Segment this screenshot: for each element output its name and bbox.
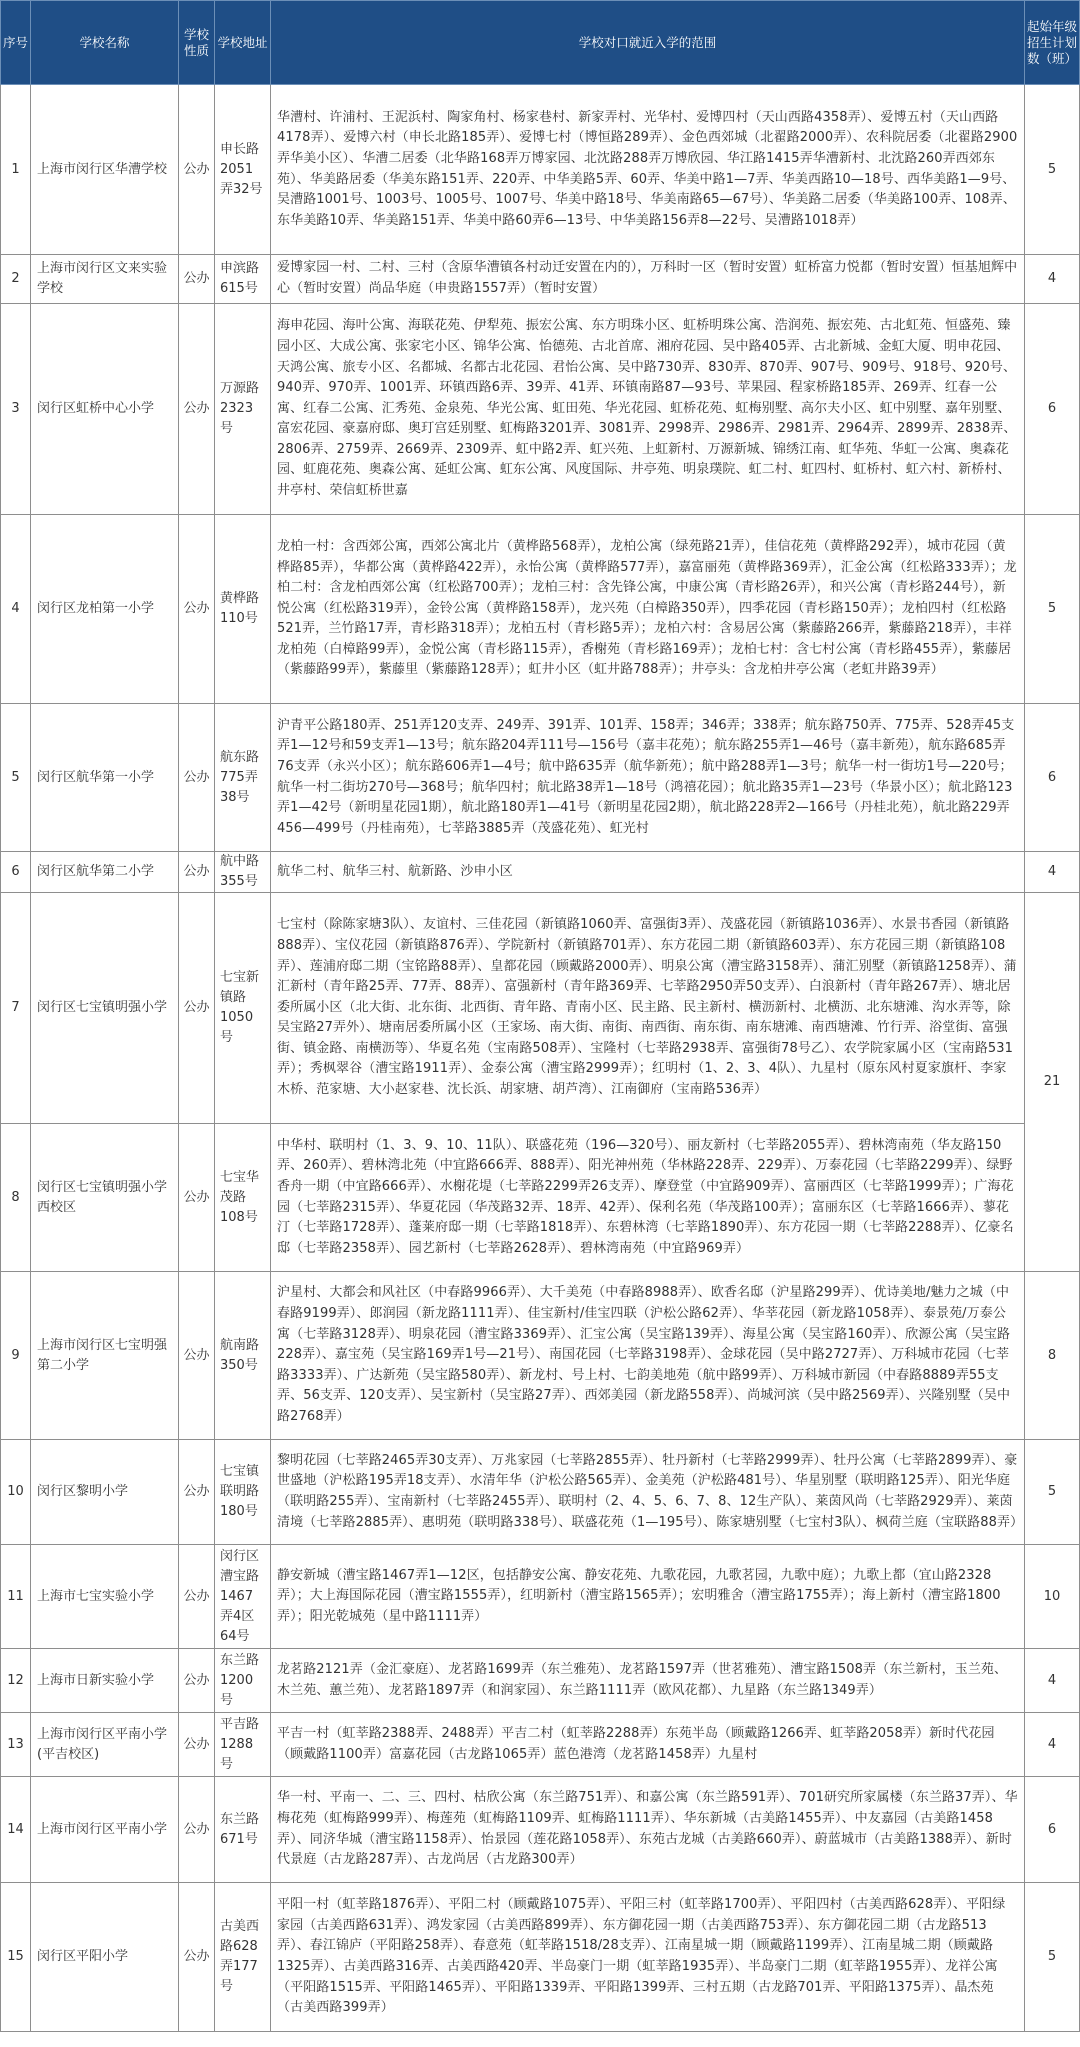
school-type: 公办 xyxy=(179,255,215,304)
row-num: 3 xyxy=(1,304,31,515)
enrollment-range: 平阳一村（虹莘路1876弄）、平阳二村（顾戴路1075弄）、平阳三村（虹莘路1700弄）、平阳四村（古美西路628弄）、平阳绿家园（古美西路631弄）、鸿发家园（古美西路899弄）、东方御花园一期（古美西路753弄）、东方御花园二期（古龙路513弄）、春江锦庐（平阳路258弄）、春意苑（虹莘路1518/28支弄）、江南星城一期（顾戴路1199弄）、江南星城二期（顾戴路1325弄）、古美西路316弄、古美西路420弄、半岛豪门一期（虹莘路1935弄）、半岛豪门二期（虹莘路1955弄）、龙祥公寓（平阳路1515弄、平阳路1465弄）、平阳路1339弄、平阳路1399弄、三村五期（古龙路701弄、平阳路1375弄）、晶杰苑（古美西路399弄） xyxy=(271,1883,1025,2032)
school-type: 公办 xyxy=(179,1272,215,1440)
enrollment-range: 航华二村、航华三村、航新路、沙申小区 xyxy=(271,852,1025,893)
enrollment-range: 黎明花园（七莘路2465弄30支弄）、万兆家园（七莘路2855弄）、牡丹新村（七莘路2999弄）、牡丹公寓（七莘路2899弄）、豪世盛地（沪松路195弄18支弄）、水清年华（沪松公路565弄）、金美苑（沪松路481号）、华星别墅（联明路125弄）、阳光华庭（联明路255弄）、宝南新村（七莘路2455弄）、联明村（2、4、5、6、7、8、12生产队）、莱茵风尚（七莘路2929弄）、莱茵清境（七莘路2885弄）、惠明苑（联明路338号）、联盛花苑（1—195号）、陈家塘别墅（七宝村3队）、枫荷兰庭（宝联路88弄） xyxy=(271,1440,1025,1545)
header-school-type: 学校性质 xyxy=(179,1,215,85)
school-address: 申长路2051弄32号 xyxy=(215,85,271,255)
school-type: 公办 xyxy=(179,1440,215,1545)
table-row xyxy=(1,1124,1080,1272)
school-name: 上海市闵行区平南小学(平吉校区) xyxy=(31,1713,179,1777)
school-address: 七宝新镇路1050号 xyxy=(215,893,271,1124)
class-count: 5 xyxy=(1025,1440,1080,1545)
enrollment-range: 中华村、联明村（1、3、9、10、11队）、联盛花苑（196—320号）、丽友新村（七莘路2055弄）、碧林湾南苑（华友路150弄、260弄）、碧林湾北苑（中宜路666弄、888弄）、阳光神州苑（华林路228弄、229弄）、万泰花园（七莘路2299弄）、绿野香舟一期（中宜路666弄）、水榭花堤（七莘路2299弄26支弄）、摩登堂（中宜路909弄）、富丽西区（七莘路1999弄）；广海花园（七莘路2315弄）、华夏花园（华茂路32弄、18弄、42弄）、保利名苑（华茂路100弄）；富丽东区（七莘路1666弄）、蓼花汀（七莘路1728弄）、蓬莱府邸一期（七莘路1818弄）、东碧林湾（七莘路1890弄）、东方花园一期（七莘路2288弄）、亿豪名邸（七莘路2358弄）、园艺新村（七莘路2628弄）、碧林湾南苑（中宜路969弄） xyxy=(271,1124,1025,1272)
school-address: 航南路350号 xyxy=(215,1272,271,1440)
table-row xyxy=(1,255,1080,304)
enrollment-range: 龙柏一村：含西郊公寓，西郊公寓北片（黄桦路568弄），龙柏公寓（绿苑路21弄），佳信花苑（黄桦路292弄），城市花园（黄桦路85弄），华都公寓（黄桦路422弄），永怡公寓（黄桦路577弄），嘉富丽苑（黄桦路369弄），汇金公寓（红松路333弄）；龙柏二村：含龙柏西郊公寓（红松路700弄）；龙柏三村：含先锋公寓，中康公寓（青杉路26弄），和兴公寓（青杉路244号），新悦公寓（红松路319弄），金铃公寓（黄桦路158弄），龙兴苑（白樟路350弄），四季花园（青杉路150弄）；龙柏四村（红松路521弄，兰竹路17弄，青杉路318弄）；龙柏五村（青杉路5弄）；龙柏六村：含易居公寓（紫藤路266弄，紫藤路218弄），丰祥龙柏苑（白樟路99弄），金悦公寓（青杉路115弄），香榭苑（青杉路169弄）；龙柏七村：含七村公寓（青杉路455弄），紫藤居（紫藤路99弄），紫藤里（紫藤路128弄）；虹井小区（虹井路788弄）；井亭头：含龙柏井亭公寓（老虹井路39弄） xyxy=(271,515,1025,704)
row-num: 4 xyxy=(1,515,31,704)
school-name: 闵行区航华第二小学 xyxy=(31,852,179,893)
class-count: 4 xyxy=(1025,852,1080,893)
school-address: 黄桦路110号 xyxy=(215,515,271,704)
enrollment-range: 静安新城（漕宝路1467弄1—12区，包括静安公寓、静安花苑、九歌花园，九歌茗园，九歌中庭）；九歌上都（宜山路2328弄）；大上海国际花园（漕宝路1555弄），红明新村（漕宝路1565弄）；宏明雅舍（漕宝路1755弄）；海上新村（漕宝路1800弄）；阳光乾城苑（星中路1111弄） xyxy=(271,1545,1025,1649)
table-row xyxy=(1,1713,1080,1777)
table-row xyxy=(1,304,1080,515)
table-row xyxy=(1,1883,1080,2032)
school-type: 公办 xyxy=(179,1649,215,1713)
school-name: 上海市七宝实验小学 xyxy=(31,1545,179,1649)
class-count: 6 xyxy=(1025,304,1080,515)
school-type: 公办 xyxy=(179,704,215,852)
school-type: 公办 xyxy=(179,852,215,893)
school-name: 闵行区虹桥中心小学 xyxy=(31,304,179,515)
school-name: 上海市闵行区平南小学 xyxy=(31,1777,179,1883)
enrollment-range: 平吉一村（虹莘路2388弄、2488弄）平吉二村（虹莘路2288弄）东苑半岛（顾戴路1266弄、虹莘路2058弄）新时代花园（顾戴路1100弄）富嘉花园（古龙路1065弄）蓝色港湾（龙茗路1458弄）九星村 xyxy=(271,1713,1025,1777)
row-num: 6 xyxy=(1,852,31,893)
table-row xyxy=(1,1545,1080,1649)
header-enrollment-range: 学校对口就近入学的范围 xyxy=(271,1,1025,85)
school-address: 东兰路671号 xyxy=(215,1777,271,1883)
class-count: 4 xyxy=(1025,255,1080,304)
school-address: 万源路2323号 xyxy=(215,304,271,515)
row-num: 8 xyxy=(1,1124,31,1272)
enrollment-range: 华漕村、许浦村、王泥浜村、陶家角村、杨家巷村、新家弄村、光华村、爱博四村（天山西路4358弄）、爱博五村（天山西路4178弄）、爱博六村（申长北路185弄）、爱博七村（博恒路289弄）、金色西郊城（北翟路2000弄）、农科院居委（北翟路2900弄华美小区）、华漕二居委（北华路168弄万博家园、北沈路288弄万博欣园、华江路1415弄华漕新村、北沈路260弄西郊东苑）、华美路居委（华美东路151弄、220弄、中华美路5弄、60弄、华美中路1—7弄、华美西路10—18号、西华美路1—9号、吴漕路1001号、1003号、1005号、1007号、华美中路18号、华美南路65—67号）、华美路二居委（华美路100弄、108弄、东华美路10弄、华美路151弄、华美中路60弄6—13号、中华美路156弄8—22号、吴漕路1018弄） xyxy=(271,85,1025,255)
enrollment-range: 海申花园、海叶公寓、海联花苑、伊犁苑、振宏公寓、东方明珠小区、虹桥明珠公寓、浩润苑、振宏苑、古北虹苑、恒盛苑、臻园小区、大成公寓、张家宅小区、锦华公寓、怡德苑、古北首席、湘府花园、吴中路405弄、古北新城、金虹大厦、明申花园、天鸿公寓、旅专小区、名都城、名都古北花园、君怡公寓、吴中路730弄、830弄、870弄、907号、909号、918号、920号、940弄、970弄、1001弄、环镇西路6弄、39弄、41弄、环镇南路87—93号、苹果园、程家桥路185弄、269弄、红春一公寓、红春二公寓、汇秀苑、金泉苑、华光公寓、虹田苑、华光花园、虹桥花苑、虹梅别墅、高尔夫小区、虹中别墅、嘉年别墅、富宏花园、豪嘉府邸、奥玎宫廷别墅、虹梅路3201弄、3081弄、2998弄、2986弄、2981弄、2964弄、2899弄、2838弄、2806弄、2759弄、2669弄、2309弄、虹中路2弄、虹兴苑、上虹新村、万源新城、锦绣江南、虹华苑、华虹一公寓、奥森花园、虹鹿花苑、奥森公寓、延虹公寓、虹东公寓、风度国际、井亭苑、明泉璞院、虹二村、虹四村、虹桥村、虹六村、新桥村、井亭村、荣信虹桥世嘉 xyxy=(271,304,1025,515)
table-row xyxy=(1,85,1080,255)
header-school-name: 学校名称 xyxy=(31,1,179,85)
school-type: 公办 xyxy=(179,304,215,515)
class-count: 5 xyxy=(1025,85,1080,255)
school-name: 闵行区平阳小学 xyxy=(31,1883,179,2032)
school-name: 闵行区七宝镇明强小学西校区 xyxy=(31,1124,179,1272)
header-school-address: 学校地址 xyxy=(215,1,271,85)
school-type: 公办 xyxy=(179,515,215,704)
school-address: 七宝华茂路108号 xyxy=(215,1124,271,1272)
enrollment-range: 爱博家园一村、二村、三村（含原华漕镇各村动迁安置在内的），万科时一区（暂时安置）虹桥富力悦都（暂时安置）恒基旭辉中心（暂时安置）尚品华庭（申贵路1557弄）（暂时安置） xyxy=(271,255,1025,304)
school-address: 七宝镇联明路180号 xyxy=(215,1440,271,1545)
school-type: 公办 xyxy=(179,1713,215,1777)
row-num: 11 xyxy=(1,1545,31,1649)
row-num: 1 xyxy=(1,85,31,255)
table-row xyxy=(1,1272,1080,1440)
school-type: 公办 xyxy=(179,893,215,1124)
table-row xyxy=(1,1777,1080,1883)
table-row xyxy=(1,1649,1080,1713)
school-address: 闵行区漕宝路1467弄4区64号 xyxy=(215,1545,271,1649)
school-name: 上海市闵行区文来实验学校 xyxy=(31,255,179,304)
row-num: 14 xyxy=(1,1777,31,1883)
school-name: 上海市闵行区七宝明强第二小学 xyxy=(31,1272,179,1440)
table-row xyxy=(1,704,1080,852)
enrollment-range: 龙茗路2121弄（金汇豪庭）、龙茗路1699弄（东兰雅苑）、龙茗路1597弄（世茗雅苑）、漕宝路1508弄（东兰新村，玉兰苑、木兰苑、蕙兰苑）、龙茗路1897弄（和润家园）、东兰路1111弄（欧风花都）、九星路（东兰路1349弄） xyxy=(271,1649,1025,1713)
school-name: 闵行区七宝镇明强小学 xyxy=(31,893,179,1124)
school-type: 公办 xyxy=(179,1124,215,1272)
school-name: 闵行区黎明小学 xyxy=(31,1440,179,1545)
school-address: 航中路355号 xyxy=(215,852,271,893)
row-num: 13 xyxy=(1,1713,31,1777)
school-name: 上海市日新实验小学 xyxy=(31,1649,179,1713)
table-row xyxy=(1,852,1080,893)
class-count: 10 xyxy=(1025,1545,1080,1649)
row-num: 9 xyxy=(1,1272,31,1440)
enrollment-range: 七宝村（除陈家塘3队）、友谊村、三佳花园（新镇路1060弄、富强街3弄）、茂盛花园（新镇路1036弄）、水景书香园（新镇路888弄）、宝仪花园（新镇路876弄）、学院新村（新镇路701弄）、东方花园二期（新镇路603弄）、东方花园三期（新镇路108弄）、莲浦府邸二期（宝铭路88弄）、皇都花园（顾戴路2000弄）、明泉公寓（漕宝路3158弄）、蒲汇别墅（新镇路1258弄）、蒲汇新村（青年路25弄、77弄、88弄）、富强新村（青年路369弄、七莘路2950弄50支弄）、白浪新村（青年路267弄）、塘北居委所属小区（北大街、北东街、北西街、青年路、青南小区、民主路、民主新村、横沥新村、北横沥、北东塘滩、沟水弄等，除吴宝路27弄外）、塘南居委所属小区（王家场、南大街、南街、南西街、南东街、南东塘滩、南西塘滩、竹行弄、浴堂街、富强街、镇金路、南横沥等）、华夏名苑（宝南路508弄）、宝隆村（七莘路2938弄、富强街78号乙）、农学院家属小区（宝南路531弄）；秀枫翠谷（漕宝路1911弄）、金泰公寓（漕宝路2999弄）；红明村（1、2、3、4队）、九星村（原东风村夏家旗杆、李家木桥、范家塘、大小赵家巷、沈长浜、胡家塘、胡芦湾）、江南御府（宝南路536弄） xyxy=(271,893,1025,1124)
class-count: 4 xyxy=(1025,1649,1080,1713)
school-address: 航东路775弄38号 xyxy=(215,704,271,852)
table-row xyxy=(1,893,1080,1124)
row-num: 7 xyxy=(1,893,31,1124)
header-class-count: 起始年级招生计划数（班） xyxy=(1025,1,1080,85)
school-address: 东兰路1200号 xyxy=(215,1649,271,1713)
row-num: 10 xyxy=(1,1440,31,1545)
class-count: 8 xyxy=(1025,1272,1080,1440)
school-name: 闵行区航华第一小学 xyxy=(31,704,179,852)
school-type: 公办 xyxy=(179,1545,215,1649)
school-name: 上海市闵行区华漕学校 xyxy=(31,85,179,255)
class-count: 5 xyxy=(1025,515,1080,704)
school-address: 古美西路628弄177号 xyxy=(215,1883,271,2032)
row-num: 2 xyxy=(1,255,31,304)
table-header-row xyxy=(1,1,1080,85)
enrollment-range: 沪星村、大都会和风社区（中春路9966弄）、大千美苑（中春路8988弄）、欧香名邸（沪星路299弄）、优诗美地/魅力之城（中春路9199弄）、郎润园（新龙路1111弄）、佳宝新村/佳宝四联（沪松公路62弄）、华莘花园（新龙路1058弄）、泰景苑/万泰公寓（七莘路3128弄）、明泉花园（漕宝路3369弄）、汇宝公寓（吴宝路139弄）、海星公寓（吴宝路160弄）、欣源公寓（吴宝路228弄）、嘉宝苑（吴宝路169弄1号—21号）、南国花园（七莘路3198弄）、金球花园（吴中路2727弄）、万科城市花园（七莘路3333弄）、广达新苑（吴宝路580弄）、新龙村、号上村、七韵美地苑（航中路99弄）、万科城市新园（中春路8889弄55支弄、56支弄、120支弄）、吴宝新村（吴宝路27弄）、西郊美园（新龙路558弄）、尚城河滨（吴中路2569弄）、兴隆别墅（吴中路2768弄） xyxy=(271,1272,1025,1440)
enrollment-range: 华一村、平南一、二、三、四村、枯欣公寓（东兰路751弄）、和嘉公寓（东兰路591弄）、701研究所家属楼（东兰路37弄）、华梅花苑（虹梅路999弄）、梅莲苑（虹梅路1109弄、虹梅路1111弄）、华东新城（古美路1455弄）、中友嘉园（古美路1458弄）、同济华城（漕宝路1158弄）、怡景园（莲花路1058弄）、东苑古龙城（古美路660弄）、蔚蓝城市（古美路1388弄）、新时代景庭（古龙路287弄）、古龙尚居（古龙路300弄） xyxy=(271,1777,1025,1883)
table-row xyxy=(1,1440,1080,1545)
school-type: 公办 xyxy=(179,85,215,255)
row-num: 12 xyxy=(1,1649,31,1713)
school-type: 公办 xyxy=(179,1777,215,1883)
class-count: 6 xyxy=(1025,1777,1080,1883)
header-num: 序号 xyxy=(1,1,31,85)
class-count: 5 xyxy=(1025,1883,1080,2032)
class-count: 6 xyxy=(1025,704,1080,852)
row-num: 15 xyxy=(1,1883,31,2032)
school-address: 申滨路615号 xyxy=(215,255,271,304)
school-address: 平吉路1288号 xyxy=(215,1713,271,1777)
row-num: 5 xyxy=(1,704,31,852)
table-row xyxy=(1,515,1080,704)
class-count: 21 xyxy=(1025,893,1080,1272)
class-count: 4 xyxy=(1025,1713,1080,1777)
enrollment-range: 沪青平公路180弄、251弄120支弄、249弄、391弄、101弄、158弄；346弄；338弄；航东路750弄、775弄、528弄45支弄1—12号和59支弄1—13号；航东路204弄111号—156号（嘉丰花苑）；航东路255弄1—46号（嘉丰新苑），航东路685弄76支弄（永兴小区）；航东路606弄1—4号；航中路635弄（航华新苑）；航中路288弄1—3号；航华一村一街坊1号—220号；航华一村二街坊270号—368号；航华四村；航北路38弄1—18号（鸿禧花园）；航北路35弄1—23号（华景小区）；航北路123弄1—42号（新明星花园1期），航北路180弄1—41号（新明星花园2期），航北路228弄2—166号（丹桂北苑），航北路229弄456—499号（丹桂南苑），七莘路3885弄（茂盛花苑）、虹光村 xyxy=(271,704,1025,852)
school-name: 闵行区龙柏第一小学 xyxy=(31,515,179,704)
school-type: 公办 xyxy=(179,1883,215,2032)
